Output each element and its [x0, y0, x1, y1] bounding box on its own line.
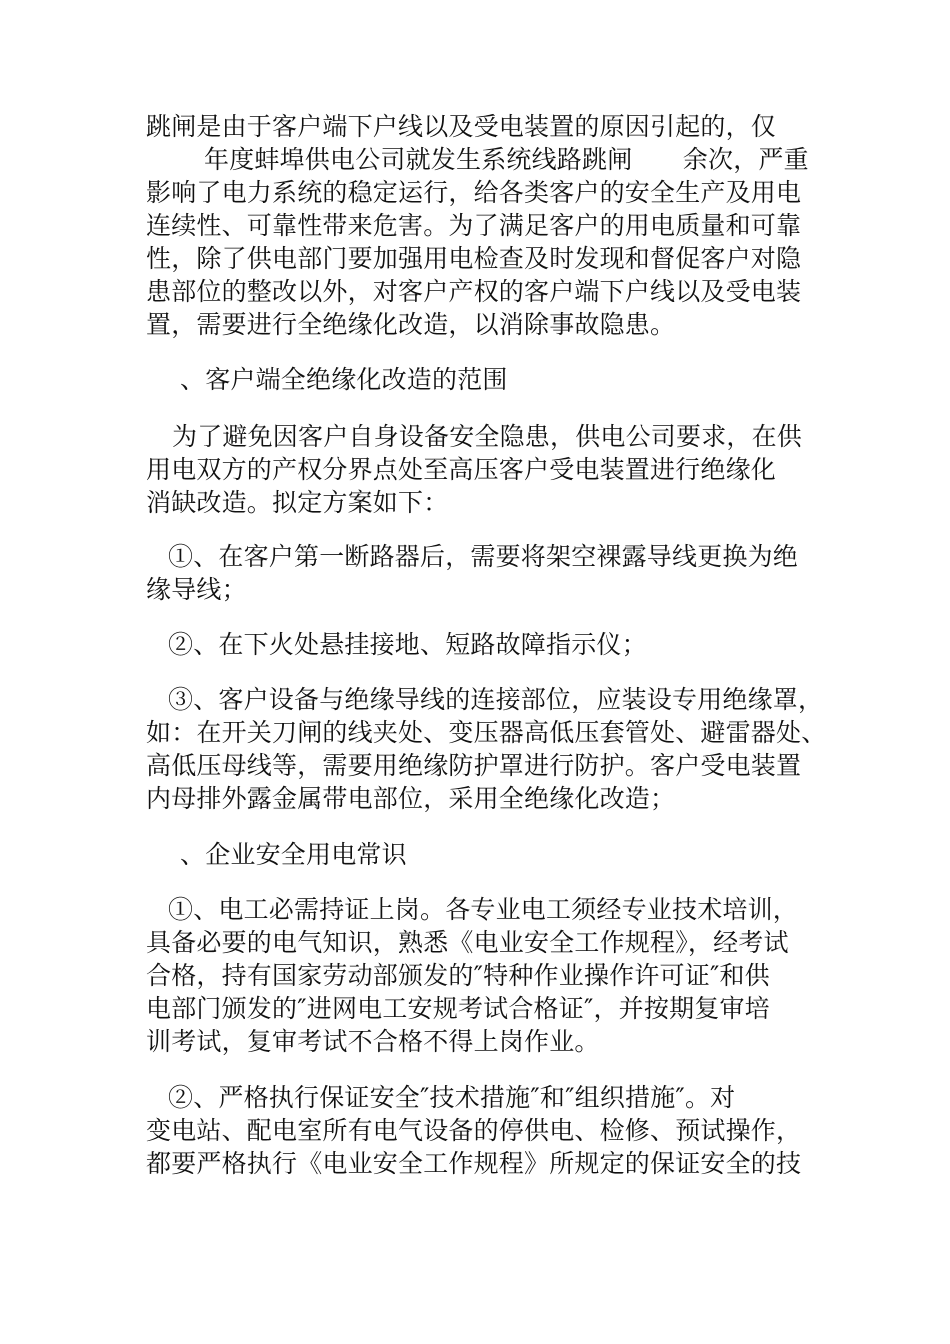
- paragraph-line: 置，需要进行全绝缘化改造，以消除事故隐患。: [146, 310, 676, 339]
- list-item-line: 内母排外露金属带电部位，采用全绝缘化改造；: [146, 784, 676, 813]
- list-item-line: 高低压母线等，需要用绝缘防护罩进行防护。客户受电装置: [146, 751, 802, 780]
- list-item-line: 合格，持有国家劳动部颁发的″特种作业操作许可证″和供: [146, 961, 770, 990]
- paragraph-line: 性，除了供电部门要加强用电检查及时发现和督促客户对隐: [146, 244, 802, 273]
- paragraph-line: 连续性、可靠性带来危害。为了满足客户的用电质量和可靠: [146, 211, 802, 240]
- section-heading: 、客户端全绝缘化改造的范围: [180, 365, 508, 394]
- list-item-line: ③、客户设备与绝缘导线的连接部位，应装设专用绝缘罩，: [168, 685, 824, 714]
- list-item-line: 变电站、配电室所有电气设备的停供电、检修、预试操作，: [146, 1116, 802, 1145]
- list-item-line: 如：在开关刀闸的线夹处、变压器高低压套管处、避雷器处、: [146, 718, 827, 747]
- list-item-line: ②、严格执行保证安全″技术措施″和″组织措施″。对: [168, 1083, 736, 1112]
- paragraph-line: 为了避免因客户自身设备安全隐患，供电公司要求，在供: [172, 422, 803, 451]
- list-item-line: ①、在客户第一断路器后，需要将架空裸露导线更换为绝: [168, 542, 799, 571]
- list-item-line: 缘导线；: [146, 575, 247, 604]
- paragraph-line: 消缺改造。拟定方案如下：: [146, 488, 449, 517]
- list-item-line: 训考试，复审考试不合格不得上岗作业。: [146, 1027, 600, 1056]
- list-item-line: ①、电工必需持证上岗。各专业电工须经专业技术培训，: [168, 895, 799, 924]
- section-heading: 、企业安全用电常识: [180, 840, 407, 869]
- list-item-line: ②、在下火处悬挂接地、短路故障指示仪；: [168, 630, 647, 659]
- paragraph-line: 用电双方的产权分界点处至高压客户受电装置进行绝缘化: [146, 455, 777, 484]
- list-item-line: 具备必要的电气知识，熟悉《电业安全工作规程》，经考试: [146, 928, 789, 957]
- paragraph-line: 年度蚌埠供电公司就发生系统线路跳闸 余次，严重: [204, 145, 809, 174]
- paragraph-line: 影响了电力系统的稳定运行，给各类客户的安全生产及用电: [146, 178, 802, 207]
- list-item-line: 电部门颁发的″进网电工安规考试合格证″，并按期复审培: [146, 994, 770, 1023]
- list-item-line: 都要严格执行《电业安全工作规程》所规定的保证安全的技: [146, 1149, 802, 1178]
- paragraph-line: 跳闸是由于客户端下户线以及受电装置的原因引起的，仅: [146, 112, 777, 141]
- paragraph-line: 患部位的整改以外，对客户产权的客户端下户线以及受电装: [146, 277, 802, 306]
